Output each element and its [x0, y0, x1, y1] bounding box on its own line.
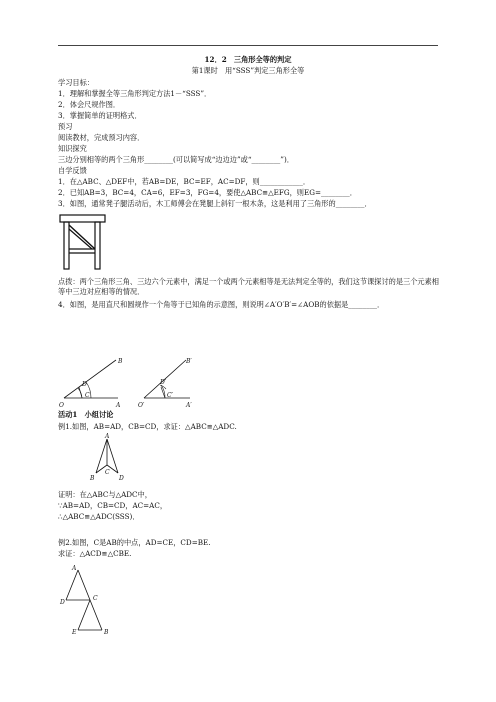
- self-study-heading: 自学反馈: [58, 166, 87, 175]
- question-3: 3．如图，通常凳子腿活动后，木工师傅会在凳腿上斜钉一根木条，这是利用了三角形的________．: [58, 199, 372, 208]
- example-2-prove: 求证：△ACD≌△CBE.: [58, 549, 132, 558]
- label-a: A: [116, 402, 121, 409]
- label-d: D: [60, 599, 65, 606]
- label-a: A: [105, 433, 110, 440]
- label-c: C: [85, 392, 90, 399]
- proof-line-1: 证明：在△ABC与△ADC中，: [58, 490, 152, 499]
- kite-figure: [88, 433, 128, 483]
- label-c: C: [105, 469, 110, 476]
- label-d-prime: D′: [160, 379, 167, 386]
- stool-figure: [58, 213, 108, 271]
- example-1: 例1.如图，AB=AD，CB=CD，求证：△ABC≌△ADC.: [58, 422, 237, 431]
- label-a-prime: A′: [186, 402, 192, 409]
- proof-line-3: ∴△ABC≌△ADC(SSS)．: [58, 512, 140, 521]
- question-2: 2．已知AB=3，BC=4，CA=6，EF=3，FG=4，要使△ABC≌△EFG，则EG=________．: [58, 188, 357, 197]
- preview-text: 阅读教材，完成预习内容．: [58, 133, 145, 142]
- label-d: D: [119, 475, 124, 482]
- page-subtitle: 第1课时 用“SSS”判定三角形全等: [191, 66, 305, 75]
- label-e: E: [72, 629, 77, 636]
- label-b: B: [104, 629, 109, 636]
- hint-text: 点拨：两个三角形三角、三边六个元素中，满足一个或两个元素相等是无法判定全等的，我们这节课探讨的是三个元素相等中三边对应相等的情况．: [58, 277, 439, 296]
- label-b: B: [90, 475, 95, 482]
- example-2-figure: [58, 562, 118, 637]
- preview-heading: 预习: [58, 122, 73, 131]
- label-b: B: [118, 358, 123, 365]
- goal-2: 2．体会尺规作图．: [58, 100, 121, 109]
- label-b-prime: B′: [186, 358, 192, 365]
- goal-3: 3．掌握简单的证明格式．: [58, 111, 142, 120]
- label-c: C: [93, 595, 98, 602]
- example-2: 例2.如图，C是AB的中点，AD=CE，CD=BE.: [58, 538, 211, 547]
- label-o: O: [59, 402, 64, 409]
- label-d: D: [82, 381, 87, 388]
- label-c-prime: C′: [167, 392, 173, 399]
- question-4: 4．如图，是用直尺和圆规作一个角等于已知角的示意图，则说明∠A′O′B′=∠AOB的依据是________．: [58, 300, 385, 309]
- label-o-prime: O′: [138, 402, 145, 409]
- activity-heading: 活动1 小组讨论: [58, 410, 114, 419]
- question-1: 1．在△ABC、△DEF中，若AB=DE，BC=EF，AC=DF，则____________．: [58, 177, 311, 186]
- header-rule: [58, 45, 438, 46]
- learning-goals-heading: 学习目标：: [58, 78, 94, 87]
- knowledge-text: 三边分别相等的两个三角形________(可以简写成“边边边”或“________”)．: [58, 155, 294, 164]
- goal-1: 1．理解和掌握全等三角形判定方法1－“SSS”．: [58, 89, 212, 98]
- proof-line-2: ∵AB=AD，CB=CD，AC=AC，: [58, 501, 168, 510]
- angle-construction-figure: [58, 355, 208, 410]
- label-a: A: [72, 565, 77, 572]
- knowledge-heading: 知识探究: [58, 144, 87, 153]
- page-title: 12．2 三角形全等的判定: [204, 55, 292, 64]
